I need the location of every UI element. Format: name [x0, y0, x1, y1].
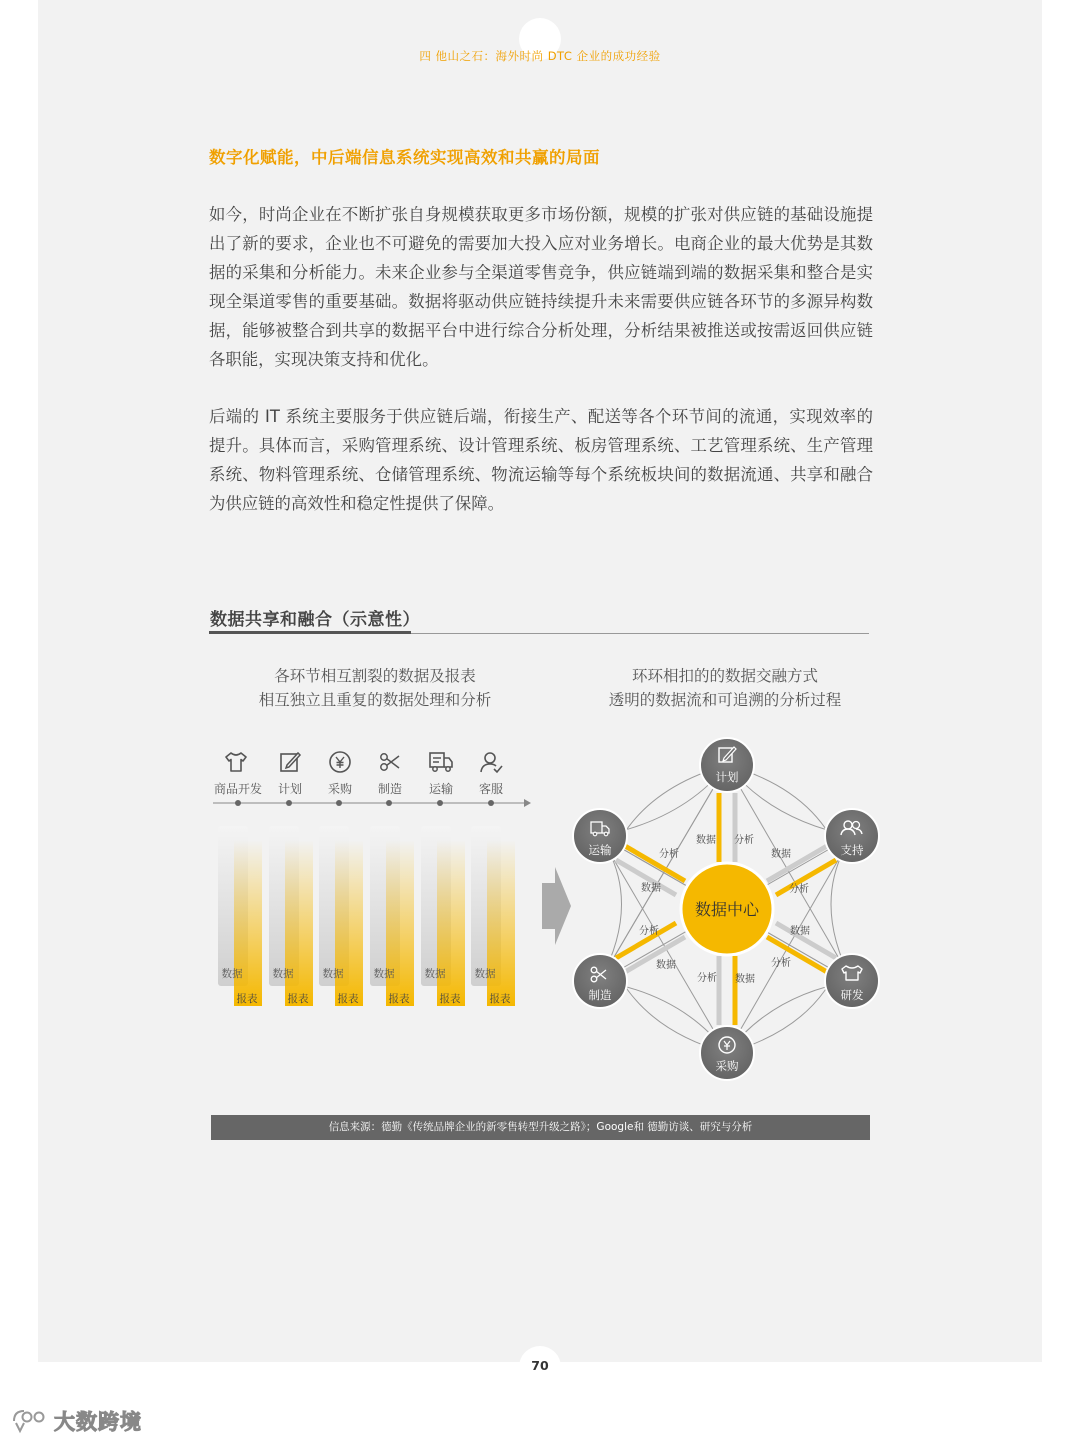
source-note: 信息来源：德勤《传统品牌企业的新零售转型升级之路》；Google和 德勤访谈、研究与分析 — [211, 1115, 870, 1140]
node-manufacture — [573, 954, 627, 1008]
column-6-report-label: 报表 — [489, 993, 511, 1005]
node-purchase — [700, 1026, 754, 1080]
figure-title: 数据共享和融合（示意性） — [210, 610, 420, 630]
svg-text:数据: 数据 — [771, 849, 791, 860]
stage-label-3: 采购 — [327, 782, 352, 796]
page-number: 70 — [519, 1346, 561, 1388]
node-manufacture-label: 制造 — [588, 988, 612, 1002]
svg-text:分析: 分析 — [771, 958, 791, 969]
column-5-data-label: 数据 — [424, 968, 446, 980]
node-transport-label: 运输 — [588, 843, 612, 857]
svg-text:分析: 分析 — [639, 926, 659, 937]
column-1-report-label: 报表 — [236, 993, 258, 1005]
column-3-data-label: 数据 — [322, 968, 344, 980]
column-5-report-label: 报表 — [439, 993, 461, 1005]
stage-label-6: 客服 — [478, 782, 503, 796]
column-4-report-label: 报表 — [388, 993, 410, 1005]
data-center-label: 数据中心 — [694, 900, 760, 919]
right-caption-line-1: 环环相扣的的数据交融方式 — [631, 667, 818, 685]
timeline-arrow — [524, 799, 531, 807]
paragraph-1: 如今，时尚企业在不断扩张自身规模获取更多市场份额，规模的扩张对供应链的基础设施提出了新的要求，企业也不可避免的需要加大投入应对业务增长。电商企业的最大优势是其数据的采集和分析能力。未来企业参与全渠道零售竞争，供应链端到端的数据采集和整合是实现全渠道零售的重要基础。数据将驱动供应链持续提升未来需要供应链各环节的多源异构数据，能够被整合到共享的数据平台中进行综合分析处理，分析结果被推送或按需返回供应链各职能，实现决策支持和优化。 — [209, 205, 873, 369]
svg-text:分析: 分析 — [659, 849, 679, 860]
column-2-data-label: 数据 — [272, 968, 294, 980]
node-transport — [573, 809, 627, 863]
watermark — [10, 1404, 142, 1438]
column-6-data-label: 数据 — [474, 968, 496, 980]
svg-text:分析: 分析 — [734, 835, 754, 846]
svg-text:分析: 分析 — [697, 973, 717, 984]
svg-text:数据: 数据 — [656, 960, 676, 971]
left-caption-line-1: 各环节相互割裂的数据及报表 — [274, 667, 476, 685]
svg-text:数据: 数据 — [696, 835, 716, 846]
stage-label-5: 运输 — [428, 782, 453, 796]
node-purchase-label: 采购 — [715, 1059, 739, 1073]
node-rnd-label: 研发 — [840, 988, 864, 1002]
right-caption-line-2: 透明的数据流和可追溯的分析过程 — [608, 691, 842, 709]
column-2-report-label: 报表 — [287, 993, 309, 1005]
column-3-report-label: 报表 — [337, 993, 359, 1005]
watermark-text: 大数跨境 — [54, 1410, 142, 1434]
column-1-data-label: 数据 — [221, 968, 243, 980]
svg-text:分析: 分析 — [789, 884, 809, 895]
svg-text:数据: 数据 — [790, 926, 810, 937]
node-rnd — [825, 954, 879, 1008]
node-plan — [700, 738, 754, 792]
node-support-label: 支持 — [840, 843, 864, 857]
transition-arrow — [542, 867, 571, 945]
section-title: 数字化赋能，中后端信息系统实现高效和共赢的局面 — [209, 148, 600, 167]
left-caption-line-2: 相互独立且重复的数据处理和分析 — [258, 691, 492, 709]
column-4-data-label: 数据 — [373, 968, 395, 980]
node-support — [825, 809, 879, 863]
paragraph-2: 后端的 IT 系统主要服务于供应链后端，衔接生产、配送等各个环节间的流通，实现效率的提升。具体而言，采购管理系统、设计管理系统、板房管理系统、工艺管理系统、生产管理系统、物料管理系统、仓储管理系统、物流运输等每个系统板块间的数据流通、共享和融合为供应链的高效性和稳定性提供了保障。 — [209, 407, 873, 513]
svg-text:数据: 数据 — [641, 883, 661, 894]
running-header: 四 他山之石：海外时尚 DTC 企业的成功经验 — [419, 49, 661, 63]
stage-label-4: 制造 — [377, 782, 402, 796]
watermark-logo-icon — [10, 1407, 50, 1435]
stage-label-2: 计划 — [277, 782, 302, 796]
stage-label-1: 商品开发 — [213, 782, 262, 796]
node-plan-label: 计划 — [715, 770, 739, 784]
svg-text:数据: 数据 — [735, 974, 755, 985]
